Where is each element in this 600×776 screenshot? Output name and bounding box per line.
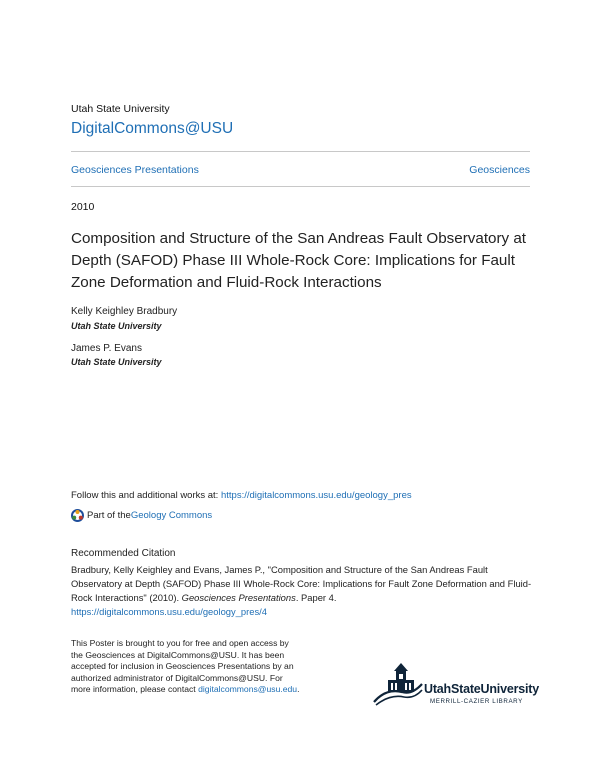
series-link[interactable]: Geosciences Presentations: [71, 164, 199, 176]
author-affiliation: Utah State University: [71, 357, 162, 367]
citation-url-link[interactable]: https://digitalcommons.usu.edu/geology_pres/4: [71, 606, 267, 617]
library-building-icon: [372, 662, 424, 706]
follow-line: [71, 490, 412, 501]
logo-wordmark: UtahStateUniversity: [424, 682, 539, 696]
author-affiliation: Utah State University: [71, 321, 162, 331]
citation-series: Geosciences Presentations: [181, 592, 296, 603]
part-of-line: [71, 509, 212, 522]
notice-text: This Poster is brought to you for free and open access by the Geosciences at DigitalCommons@USU. It has been accepted for inclusion in Geosciences Presentations by an authorized administrator of DigitalCommons@USU. For more information, please contact: [71, 638, 294, 695]
geology-commons-link[interactable]: Geology Commons: [130, 510, 213, 521]
citation-heading: Recommended Citation: [71, 548, 176, 559]
document-title: Composition and Structure of the San Andreas Fault Observatory at Depth (SAFOD) Phase III Whole-Rock Core: Implications for Fault Zone Deformation and Fluid-Rock Interactions: [71, 230, 527, 291]
institution-name: Utah State University: [71, 103, 170, 115]
citation-paper: . Paper 4.: [295, 592, 337, 603]
publication-year: 2010: [71, 201, 95, 213]
divider-top: [71, 151, 530, 152]
part-of-label: Part of the: [87, 510, 131, 521]
department-link[interactable]: Geosciences: [469, 164, 530, 176]
logo-subtitle: MERRILL-CAZIER LIBRARY: [430, 698, 523, 705]
commons-icon: [71, 509, 84, 522]
repository-link[interactable]: DigitalCommons@USU: [71, 120, 234, 137]
contact-email-link[interactable]: digitalcommons@usu.edu: [198, 684, 298, 695]
citation-main: Bradbury, Kelly Keighley and Evans, James P., "Composition and Structure of the San Andreas Fault Observatory at Depth (SAFOD) Phase III Whole-Rock Core: Implications for Fault Zone Deformation and Fluid-Rock Interactions" (2010).: [71, 564, 532, 603]
author-name: James P. Evans: [71, 343, 142, 354]
notice-end: .: [297, 684, 300, 695]
author-name: Kelly Keighley Bradbury: [71, 306, 178, 317]
collection-url-link[interactable]: https://digitalcommons.usu.edu/geology_pres: [220, 490, 412, 501]
access-notice: [71, 638, 301, 696]
divider-bottom: [71, 186, 530, 187]
citation-text: [71, 563, 541, 619]
follow-label: Follow this and additional works at:: [71, 490, 221, 501]
usu-library-logo: [372, 662, 539, 708]
